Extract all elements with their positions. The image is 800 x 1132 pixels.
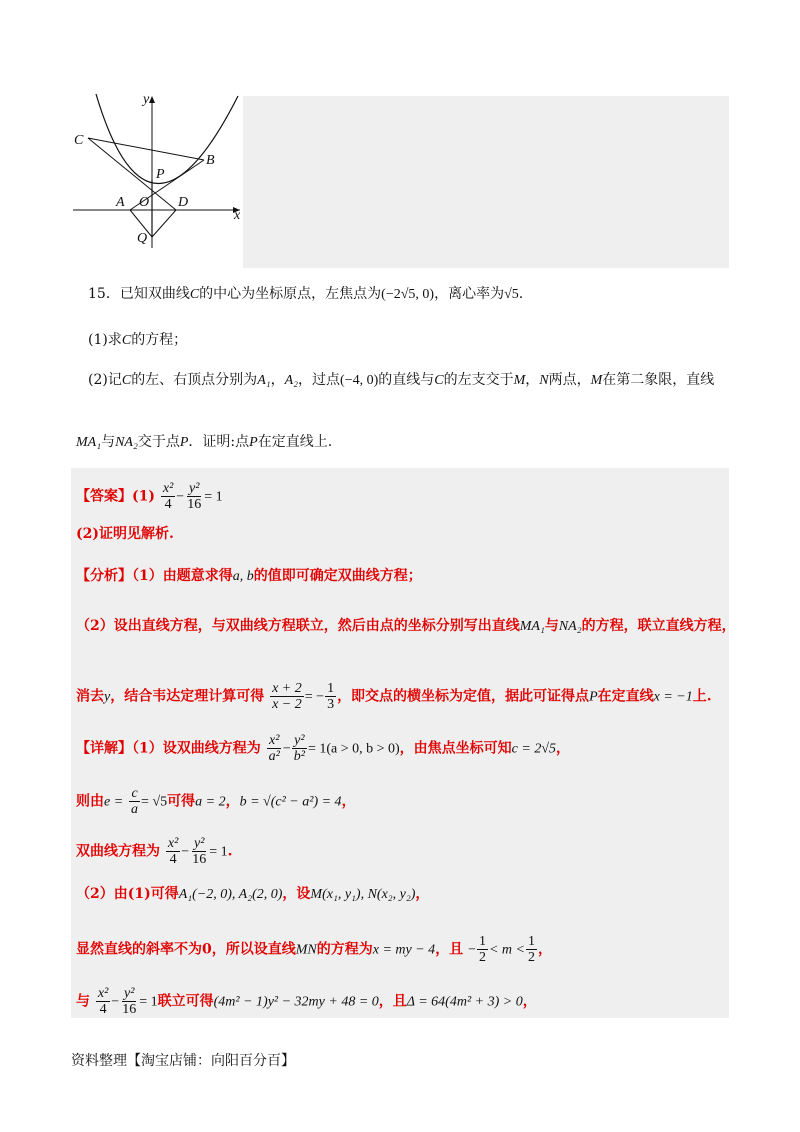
label-B: B — [206, 153, 215, 168]
label-O: O — [139, 195, 150, 210]
frac-x2-4-b: $\frac{\text{x²}}{4}$ — [167, 836, 179, 867]
frac-y2-b2: $\frac{\text{y²}}{\text{b²}}$ — [293, 733, 305, 764]
answer-line-2: (2)证明见解析. — [76, 526, 174, 542]
parabola-figure — [70, 92, 246, 252]
problem-line-1: 15．已知双曲线C的中心为坐标原点，左焦点为(−2√5, 0)，离心率为√5. — [88, 286, 524, 302]
problem-part-1: (1)求C的方程； — [88, 332, 188, 348]
answer-line-1: 【答案】(1) $\frac{\text{x²}}{4}$ − $\frac{\text{y²}}{16}$ = 1 — [76, 481, 223, 512]
segment-DQ — [152, 210, 176, 237]
label-C: C — [74, 133, 84, 148]
frac-1-2-b: $\frac{1}{2}$ — [527, 934, 535, 965]
detail-line-5: 显然直线的斜率不为0，所以设直线MN的方程为x = my − 4，且 − $\frac{1}{2}$ < m < $\frac{1}{2}$ ， — [76, 934, 552, 965]
label-y: y — [143, 92, 150, 107]
frac-y2-16: $\frac{\text{y²}}{16}$ — [187, 481, 202, 512]
frac-x2-4-c: $\frac{\text{x²}}{4}$ — [97, 986, 109, 1017]
frac-1-3: $\frac{1}{3}$ — [327, 681, 335, 712]
analysis-line-1: 【分析】（1）由题意求得a, b的值即可确定双曲线方程； — [76, 568, 422, 584]
label-D: D — [178, 195, 189, 210]
frac-1-2-a: $\frac{1}{2}$ — [478, 934, 486, 965]
detail-line-1: 【详解】（1）设双曲线方程为 $\frac{\text{x²}}{\text{a²}}$ − $\frac{\text{y²}}{\text{b²}}$ = 1(a > 0, b > 0)，由焦点坐标可知c = 2√5， — [76, 733, 571, 764]
label-Q: Q — [137, 231, 148, 246]
frac-xp2-xm2: $\frac{x + 2}{x - 2}$ — [272, 681, 302, 712]
analysis-line-2: （2）设出直线方程，与双曲线方程联立，然后由点的坐标分别写出直线MA₁与NA₂的方程，联立直线方程， — [76, 618, 736, 634]
figure-shaded-area — [243, 96, 729, 268]
problem-part-2-cont: MA₁与NA₂交于点P．证明:点P在定直线上. — [76, 434, 333, 450]
label-P: P — [156, 167, 165, 182]
detail-line-2: 则由e = $\frac{c}{a}$ = √5可得a = 2，b = √(c² − a²) = 4， — [76, 786, 356, 817]
y-axis-arrow — [149, 96, 155, 103]
label-x: x — [234, 208, 241, 223]
problem-part-2: (2)记C的左、右顶点分别为A₁，A₂，过点(−4, 0)的直线与C的左支交于M，N两点，M在第二象限，直线 — [88, 372, 715, 388]
frac-x2-4: $\frac{\text{x²}}{4}$ — [162, 481, 174, 512]
detail-line-3: 双曲线方程为 $\frac{\text{x²}}{4}$ − $\frac{\text{y²}}{16}$ = 1. — [76, 836, 233, 867]
frac-y2-16-c: $\frac{\text{y²}}{16}$ — [122, 986, 137, 1017]
parabola-curve — [96, 94, 238, 184]
detail-line-6: 与 $\frac{\text{x²}}{4}$ − $\frac{\text{y²}}{16}$ = 1联立可得(4m² − 1)y² − 32my + 48 = 0，且Δ = 64(4m² + 3) > 0， — [76, 986, 537, 1017]
analysis-line-3: 消去y，结合韦达定理计算可得 $\frac{x + 2}{x - 2}$ = − $\frac{1}{3}$ ，即交点的横坐标为定值，据此可证得点P在定直线x = −1上. — [76, 681, 712, 712]
label-A: A — [116, 195, 125, 210]
frac-x2-a2: $\frac{\text{x²}}{\text{a²}}$ — [268, 733, 280, 764]
frac-y2-16-b: $\frac{\text{y²}}{16}$ — [192, 836, 207, 867]
detail-line-4: （2）由(1)可得A₁(−2, 0), A₂(2, 0)，设M(x₁, y₁), N(x₂, y₂)， — [76, 886, 430, 902]
footer-source: 资料整理【淘宝店铺：向阳百分百】 — [71, 1053, 295, 1069]
frac-c-a: $\frac{c}{a}$ — [131, 786, 139, 817]
segment-CB — [88, 138, 204, 160]
